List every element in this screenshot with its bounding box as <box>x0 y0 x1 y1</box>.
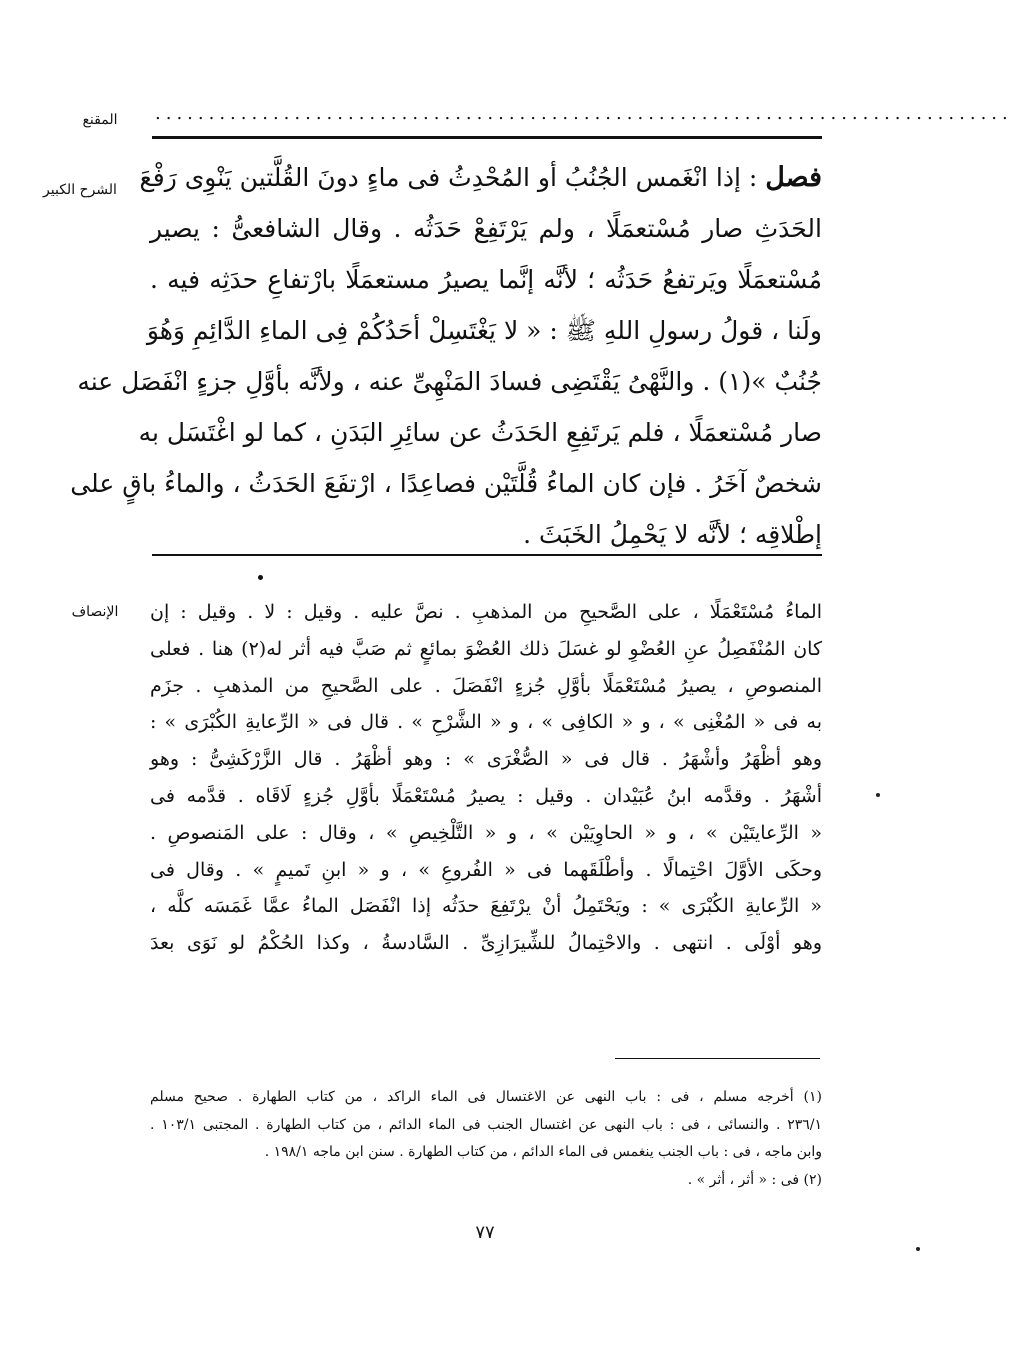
margin-mark <box>916 1247 920 1251</box>
section-label-insaf: الإنصاف <box>71 604 119 620</box>
insaf-text-line: المنصوصِ ، يصيرُ مُسْتَعْمَلًا بأوَّلِ جُزءٍ انْفَصَلَ . على الصَّحيحِ من المذهبِ . جزَم <box>150 674 822 697</box>
footnote-rule <box>615 1058 820 1059</box>
section-heading: فصل <box>765 162 822 193</box>
page-number: ٧٧ <box>475 1222 495 1243</box>
footnotes-block <box>150 1084 822 1194</box>
insaf-text-line: وهو أظْهَرُ وأشْهَرُ . قال فى « الصُّغْرَى » : وهو أظْهَرُ . قال الزَّرْكَشِىُّ : وهو <box>150 748 822 771</box>
footnote-line: (١) أخرجه مسلم ، فى : باب النهى عن الاغتسال فى الماء الراكد ، من كتاب الطهارة . صحيح مسلم <box>150 1089 822 1105</box>
main-text-line: إطْلاقِه ؛ لأنَّه لا يَحْمِلُ الخَبَثَ . <box>523 520 822 549</box>
footnote-line: (٢) فى : « أثر ، أثر » . <box>687 1171 822 1188</box>
insaf-text-line: « الرِّعايةِ الكُبْرَى » : ويَحْتَمِلُ أنْ يرْتَفِعَ حدَثُه إذا انْفَصَل الماءُ عمَّا غَمَسَه كلَّه ، <box>150 895 822 918</box>
insaf-text-line: وهو أوْلَى . انتهى . والاحْتِمالُ للشِّيرَازِىِّ . السَّادسةُ ، وكذا الحُكْمُ لو نَوَى بعدَ <box>150 932 822 955</box>
section-divider <box>152 554 822 556</box>
insaf-text-line: كان المُنْفَصِلُ عنِ العُضْوِ لو غسَلَ ذلك العُضْوَ بمائعٍ ثم صَبَّ فيه أثر له(٢) هنا . فعلى <box>150 637 822 660</box>
insaf-text-line: « الرِّعايتَيْن » ، و « الحاوِيَيْن » ، و « التَّلْخِيصِ » ، وقال : على المَنصوصِ . <box>150 821 822 844</box>
insaf-text-line: به فى « المُغْنِى » ، و « الكافِى » ، و « الشَّرْحِ » . قال فى « الرِّعايةِ الكُبْرَى » : <box>150 711 822 734</box>
header-rule <box>152 136 822 139</box>
main-text-line: فصل : إذا انْغَمس الجُنُبُ أو المُحْدِثُ فى ماءٍ دونَ القُلَّتين يَنْوِى رَفْعَ <box>139 162 822 193</box>
insaf-text-line: الماءُ مُسْتَعْمَلًا ، على الصَّحيحِ من المذهبِ . نصَّ عليه . وقيل : لا . وقيل : إن <box>150 601 822 623</box>
margin-mark <box>876 793 880 797</box>
main-text-line: شخصٌ آخَرُ . فإن كان الماءُ قُلَّتَيْن فصاعِدًا ، ارْتفَعَ الحَدَثُ ، والماءُ باقٍ على <box>70 469 822 498</box>
footnote-line: وابن ماجه ، فى : باب الجنب ينغمس فى الماء الدائم ، من كتاب الطهارة . سنن ابن ماجه ١٩٨/١ . <box>264 1144 822 1160</box>
running-header-title: المقنع <box>82 112 118 128</box>
footnote-line: ٢٣٦/١ . والنسائى ، فى : باب النهى عن اغتسال الجنب فى الماء الدائم ، من كتاب الطهارة . المجتبى ١٠٣/١ . <box>150 1116 822 1133</box>
insaf-text-block <box>150 594 822 962</box>
divider-dot <box>258 575 263 580</box>
main-text-line: الحَدَثِ صار مُسْتعمَلًا ، ولم يَرْتَفِعْ حَدَثُه . وقال الشافعىُّ : يصير <box>150 214 822 243</box>
main-text-line: صار مُسْتعمَلًا ، فلم يَرتَفِعِ الحَدَثُ عن سائِرِ البَدَنِ ، كما لو اغْتَسَل به <box>138 418 822 447</box>
insaf-text-line: وحكَى الأوَّلَ احْتِمالًا . وأطْلَقَهما فى « الفُروعِ » ، و « ابنِ تَميمٍ » . وقال فى <box>150 858 822 881</box>
main-text-line: مُسْتعمَلًا ويَرتفعُ حَدَثُه ؛ لأنَّه إنَّما يصيرُ مستعمَلًا بارْتفاعِ حدَثِه فيه . <box>150 265 822 294</box>
insaf-text-line: أشْهَرُ . وقدَّمه ابنُ عُبَيْدان . وقيل : يصيرُ مُسْتَعْمَلًا بأوَّلِ جُزءٍ لَاقَاه . قدَّمه فى <box>150 784 822 807</box>
main-text-line: ولَنا ، قولُ رسولِ اللهِ ﷺ : « لا يَغْتَسِلْ أحَدُكُمْ فِى الماءِ الدَّائِمِ وَهُوَ <box>146 316 822 345</box>
main-text-line: جُنُبٌ »(١) . والنَّهْىُ يَقْتَضِى فسادَ المَنْهِىِّ عنه ، ولأنَّه بأوَّلِ جزءٍ انْفَصَل عنه <box>77 367 822 396</box>
header-dotted-leader: ................................................................................ <box>155 103 1013 124</box>
section-label-sharh: الشرح الكبير <box>43 182 117 198</box>
